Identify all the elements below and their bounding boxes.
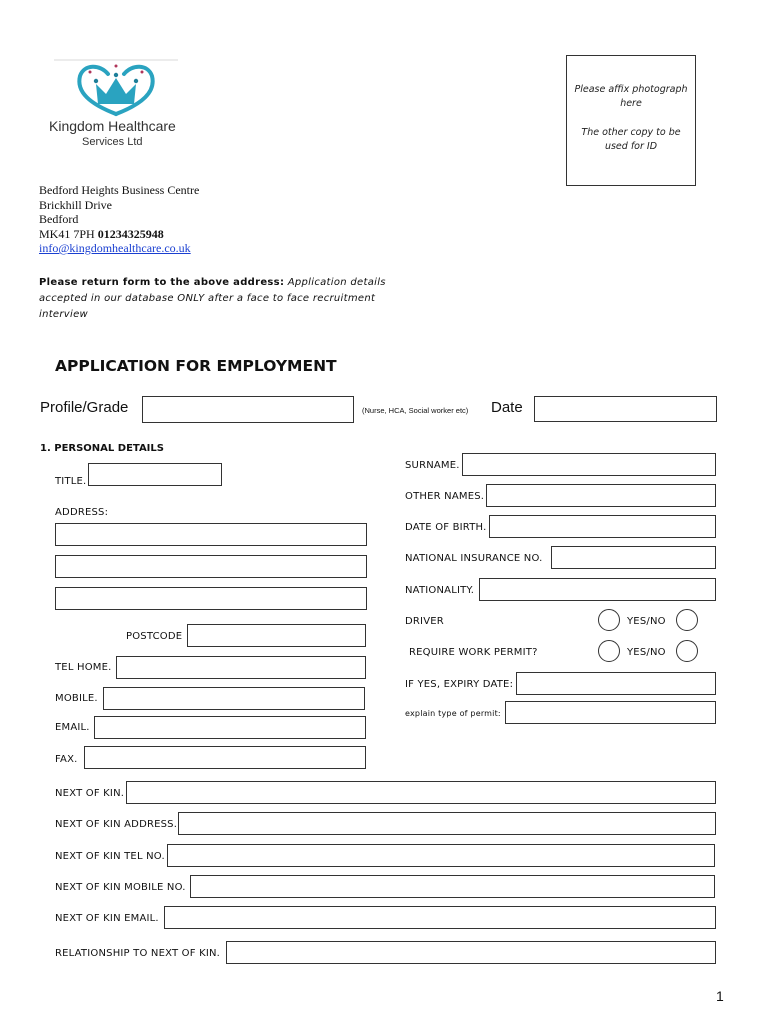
postcode-input[interactable]	[187, 624, 366, 647]
notice-italic-3: interview	[39, 309, 89, 320]
tel-home-label: TEL HOME.	[55, 662, 112, 673]
title-input[interactable]	[88, 463, 222, 486]
notice-italic-2: accepted in our database ONLY after a face to face recruitment	[39, 293, 376, 304]
mobile-input[interactable]	[103, 687, 365, 710]
other-names-input[interactable]	[486, 484, 716, 507]
address-line-4	[39, 227, 199, 242]
nok-input[interactable]	[126, 781, 716, 804]
work-permit-label: REQUIRE WORK PERMIT?	[409, 647, 538, 658]
title-label: TITLE.	[55, 476, 87, 487]
address-label: ADDRESS:	[55, 507, 109, 518]
nok-address-input[interactable]	[178, 812, 716, 835]
ni-input[interactable]	[551, 546, 716, 569]
notice-italic-1: Application details	[287, 277, 386, 288]
logo-subname: Services Ltd	[82, 136, 143, 148]
nok-relationship-label: RELATIONSHIP TO NEXT OF KIN.	[55, 948, 221, 959]
address-input-1[interactable]	[55, 523, 367, 546]
nationality-input[interactable]	[479, 578, 716, 601]
dob-label: DATE OF BIRTH.	[405, 522, 487, 533]
work-permit-no-radio[interactable]	[676, 640, 698, 662]
driver-label: DRIVER	[405, 616, 444, 627]
return-notice	[39, 275, 386, 323]
date-input[interactable]	[534, 396, 717, 422]
work-permit-yesno-label: YES/NO	[627, 647, 666, 658]
nok-email-input[interactable]	[164, 906, 716, 929]
nok-relationship-input[interactable]	[226, 941, 716, 964]
photo-line-3: The other copy to be	[581, 127, 681, 138]
address-input-2[interactable]	[55, 555, 367, 578]
surname-input[interactable]	[462, 453, 716, 476]
postcode-label: POSTCODE	[126, 631, 183, 642]
address-line-1: Bedford Heights Business Centre	[39, 183, 200, 197]
company-logo	[46, 58, 186, 150]
profile-hint: (Nurse, HCA, Social worker etc)	[362, 406, 469, 415]
nok-mobile-label: NEXT OF KIN MOBILE NO.	[55, 882, 186, 893]
nok-address-label: NEXT OF KIN ADDRESS.	[55, 819, 178, 830]
nok-mobile-input[interactable]	[190, 875, 715, 898]
fax-label: FAX.	[55, 754, 78, 765]
nok-email-label: NEXT OF KIN EMAIL.	[55, 913, 159, 924]
mobile-label: MOBILE.	[55, 693, 98, 704]
dob-input[interactable]	[489, 515, 716, 538]
profile-grade-input[interactable]	[142, 396, 354, 423]
address-postcode: MK41 7PH	[39, 226, 95, 241]
section-personal-details: 1. PERSONAL DETAILS	[40, 443, 164, 454]
photo-box	[566, 55, 696, 186]
driver-yesno-label: YES/NO	[627, 616, 666, 627]
nok-tel-label: NEXT OF KIN TEL NO.	[55, 851, 165, 862]
email-label: EMAIL.	[55, 722, 90, 733]
photo-line-1: Please affix photograph	[574, 84, 688, 95]
other-names-label: OTHER NAMES.	[405, 491, 485, 502]
nationality-label: NATIONALITY.	[405, 585, 475, 596]
email-input[interactable]	[94, 716, 366, 739]
nok-label: NEXT OF KIN.	[55, 788, 125, 799]
nok-tel-input[interactable]	[167, 844, 715, 867]
address-line-2: Brickhill Drive	[39, 197, 112, 212]
photo-line-4: used for ID	[604, 140, 658, 152]
driver-yes-radio[interactable]	[598, 609, 620, 631]
address-line-3: Bedford	[39, 212, 79, 226]
page-number: 1	[716, 988, 724, 1004]
address-email-link[interactable]: info@kingdomhealthcare.co.uk	[39, 241, 191, 255]
profile-label: Profile/Grade	[40, 399, 129, 416]
ni-label: NATIONAL INSURANCE NO.	[405, 553, 543, 564]
driver-no-radio[interactable]	[676, 609, 698, 631]
permit-type-label: explain type of permit:	[405, 709, 501, 718]
crown-heart-icon	[46, 58, 186, 120]
address-phone: 01234325948	[97, 226, 164, 241]
date-label: Date	[491, 399, 523, 416]
tel-home-input[interactable]	[116, 656, 366, 679]
notice-bold: Please return form to the above address:	[39, 277, 285, 288]
logo-name: Kingdom Healthcare	[49, 118, 176, 134]
form-title: APPLICATION FOR EMPLOYMENT	[55, 357, 337, 375]
address-input-3[interactable]	[55, 587, 367, 610]
surname-label: SURNAME.	[405, 460, 460, 471]
photo-box-text	[567, 83, 695, 153]
company-address	[39, 183, 199, 256]
expiry-label: IF YES, EXPIRY DATE:	[405, 679, 514, 690]
work-permit-yes-radio[interactable]	[598, 640, 620, 662]
expiry-input[interactable]	[516, 672, 716, 695]
permit-type-input[interactable]	[505, 701, 716, 724]
photo-line-2: here	[620, 97, 642, 109]
fax-input[interactable]	[84, 746, 366, 769]
